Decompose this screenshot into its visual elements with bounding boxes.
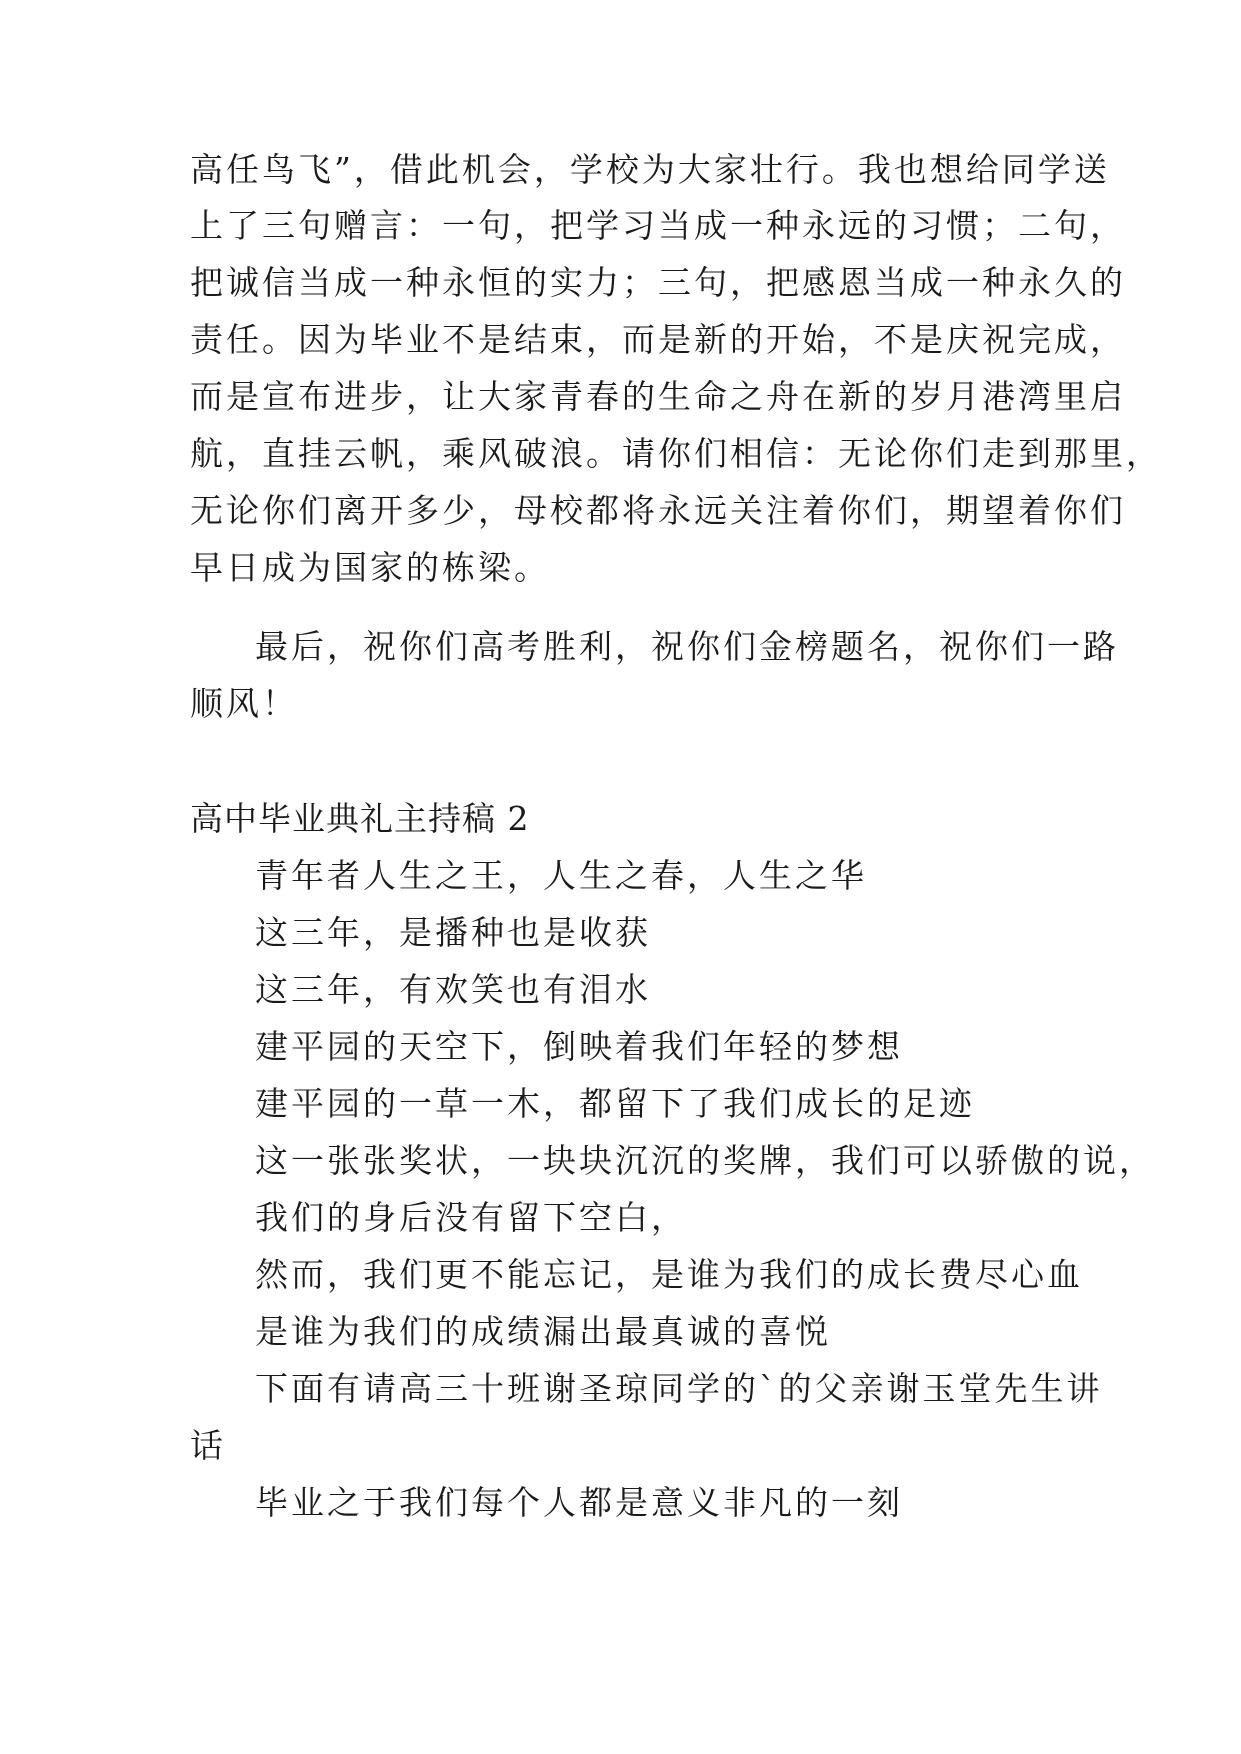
- verse-line: 我们的身后没有留下空白，: [255, 1198, 687, 1237]
- verse-line: 这三年，有欢笑也有泪水: [255, 970, 651, 1009]
- paragraph-line: 责任。因为毕业不是结束，而是新的开始，不是庆祝完成，: [190, 320, 1126, 359]
- verse-line: 青年者人生之王，人生之春，人生之华: [255, 856, 867, 895]
- verse-line: 建平园的一草一木，都留下了我们成长的足迹: [255, 1084, 975, 1123]
- section-title: 高中毕业典礼主持稿 2: [190, 799, 530, 838]
- verse-line: 然而，我们更不能忘记，是谁为我们的成长费尽心血: [255, 1255, 1083, 1294]
- verse-line: 下面有请高三十班谢圣琼同学的`的父亲谢玉堂先生讲: [255, 1369, 1103, 1408]
- paragraph-line: 高任鸟飞”，借此机会，学校为大家壮行。我也想给同学送: [190, 150, 1110, 189]
- verse-line: 话: [190, 1426, 226, 1465]
- paragraph-line: 早日成为国家的栋梁。: [190, 548, 550, 587]
- verse-line: 是谁为我们的成绩漏出最真诚的喜悦: [255, 1312, 831, 1351]
- paragraph-line: 航，直挂云帆，乘风破浪。请你们相信：无论你们走到那里，: [190, 434, 1162, 473]
- paragraph-line: 上了三句赠言：一句，把学习当成一种永远的习惯；二句，: [190, 206, 1126, 245]
- paragraph-line: 把诚信当成一种永恒的实力；三句，把感恩当成一种永久的: [190, 263, 1126, 302]
- closing-line: 顺风！: [190, 684, 298, 723]
- verse-line: 这三年，是播种也是收获: [255, 913, 651, 952]
- verse-line: 建平园的天空下，倒映着我们年轻的梦想: [255, 1027, 903, 1066]
- closing-line: 最后，祝你们高考胜利，祝你们金榜题名，祝你们一路: [255, 627, 1119, 666]
- paragraph-line: 而是宣布进步，让大家青春的生命之舟在新的岁月港湾里启: [190, 377, 1126, 416]
- verse-line: 毕业之于我们每个人都是意义非凡的一刻: [255, 1483, 903, 1522]
- verse-line: 这一张张奖状，一块块沉沉的奖牌，我们可以骄傲的说，: [255, 1141, 1155, 1180]
- paragraph-line: 无论你们离开多少，母校都将永远关注着你们，期望着你们: [190, 491, 1126, 530]
